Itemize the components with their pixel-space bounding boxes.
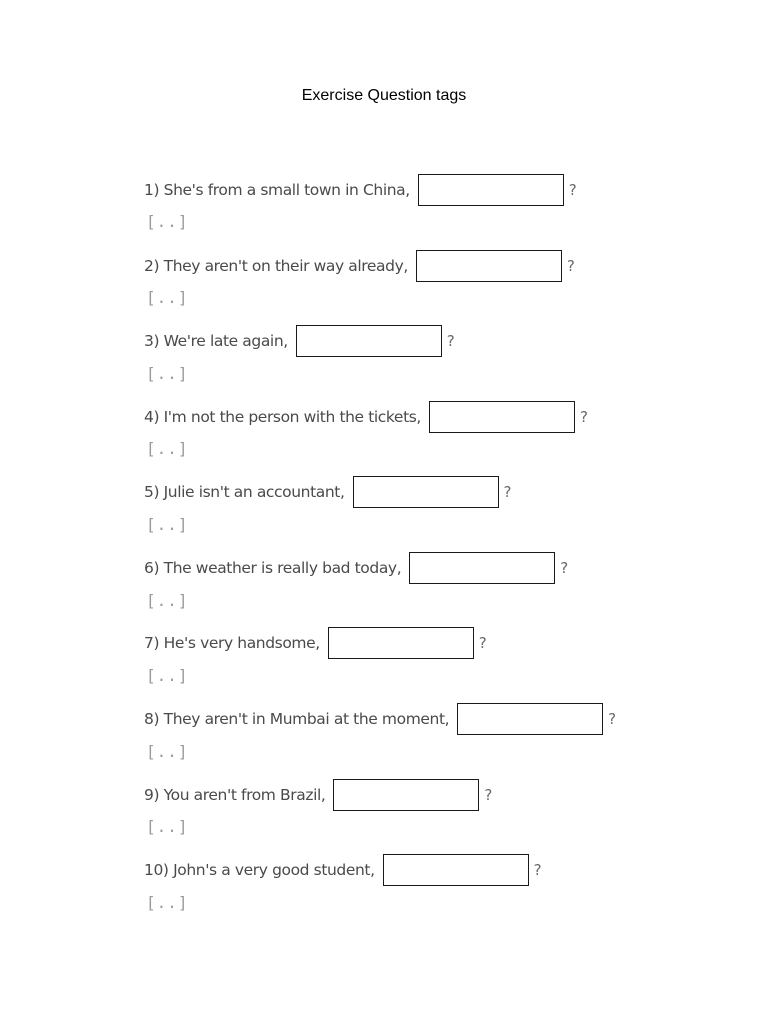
hint-placeholder: [..] xyxy=(146,591,189,610)
question-text: 8) They aren't in Mumbai at the moment, xyxy=(144,710,450,728)
question-text: 1) She's from a small town in China, xyxy=(144,181,410,199)
question-row xyxy=(144,854,542,886)
question-text: 5) Julie isn't an accountant, xyxy=(144,483,345,501)
question-row xyxy=(144,401,588,433)
page-title: Exercise Question tags xyxy=(301,87,467,104)
question-mark: ? xyxy=(568,181,577,199)
question-row xyxy=(144,174,577,206)
question-mark: ? xyxy=(533,861,542,879)
answer-input[interactable] xyxy=(333,779,479,811)
answer-input[interactable] xyxy=(418,174,564,206)
question-mark: ? xyxy=(608,710,617,728)
answer-input[interactable] xyxy=(353,476,499,508)
hint-placeholder: [..] xyxy=(146,288,189,307)
answer-input[interactable] xyxy=(296,325,442,357)
question-text: 2) They aren't on their way already, xyxy=(144,257,408,275)
question-text: 3) We're late again, xyxy=(144,332,288,350)
answer-input[interactable] xyxy=(416,250,562,282)
hint-placeholder: [..] xyxy=(146,742,189,761)
question-text: 10) John's a very good student, xyxy=(144,861,375,879)
answer-input[interactable] xyxy=(409,552,555,584)
question-text: 4) I'm not the person with the tickets, xyxy=(144,408,421,426)
question-mark: ? xyxy=(503,483,512,501)
question-mark: ? xyxy=(566,257,575,275)
question-text: 6) The weather is really bad today, xyxy=(144,559,402,577)
question-row xyxy=(144,250,575,282)
question-row xyxy=(144,779,492,811)
question-mark: ? xyxy=(560,559,569,577)
question-text: 9) You aren't from Brazil, xyxy=(144,786,326,804)
answer-input[interactable] xyxy=(383,854,529,886)
answer-input[interactable] xyxy=(429,401,575,433)
question-row xyxy=(144,703,616,735)
hint-placeholder: [..] xyxy=(146,893,189,912)
hint-placeholder: [..] xyxy=(146,364,189,383)
hint-placeholder: [..] xyxy=(146,666,189,685)
hint-placeholder: [..] xyxy=(146,515,189,534)
question-row xyxy=(144,627,487,659)
hint-placeholder: [..] xyxy=(146,439,189,458)
answer-input[interactable] xyxy=(328,627,474,659)
hint-placeholder: [..] xyxy=(146,212,189,231)
hint-placeholder: [..] xyxy=(146,817,189,836)
question-text: 7) He's very handsome, xyxy=(144,634,320,652)
question-mark: ? xyxy=(446,332,455,350)
question-mark: ? xyxy=(478,634,487,652)
question-row xyxy=(144,552,568,584)
answer-input[interactable] xyxy=(457,703,603,735)
question-row xyxy=(144,476,511,508)
question-row xyxy=(144,325,455,357)
question-mark: ? xyxy=(484,786,493,804)
question-mark: ? xyxy=(579,408,588,426)
